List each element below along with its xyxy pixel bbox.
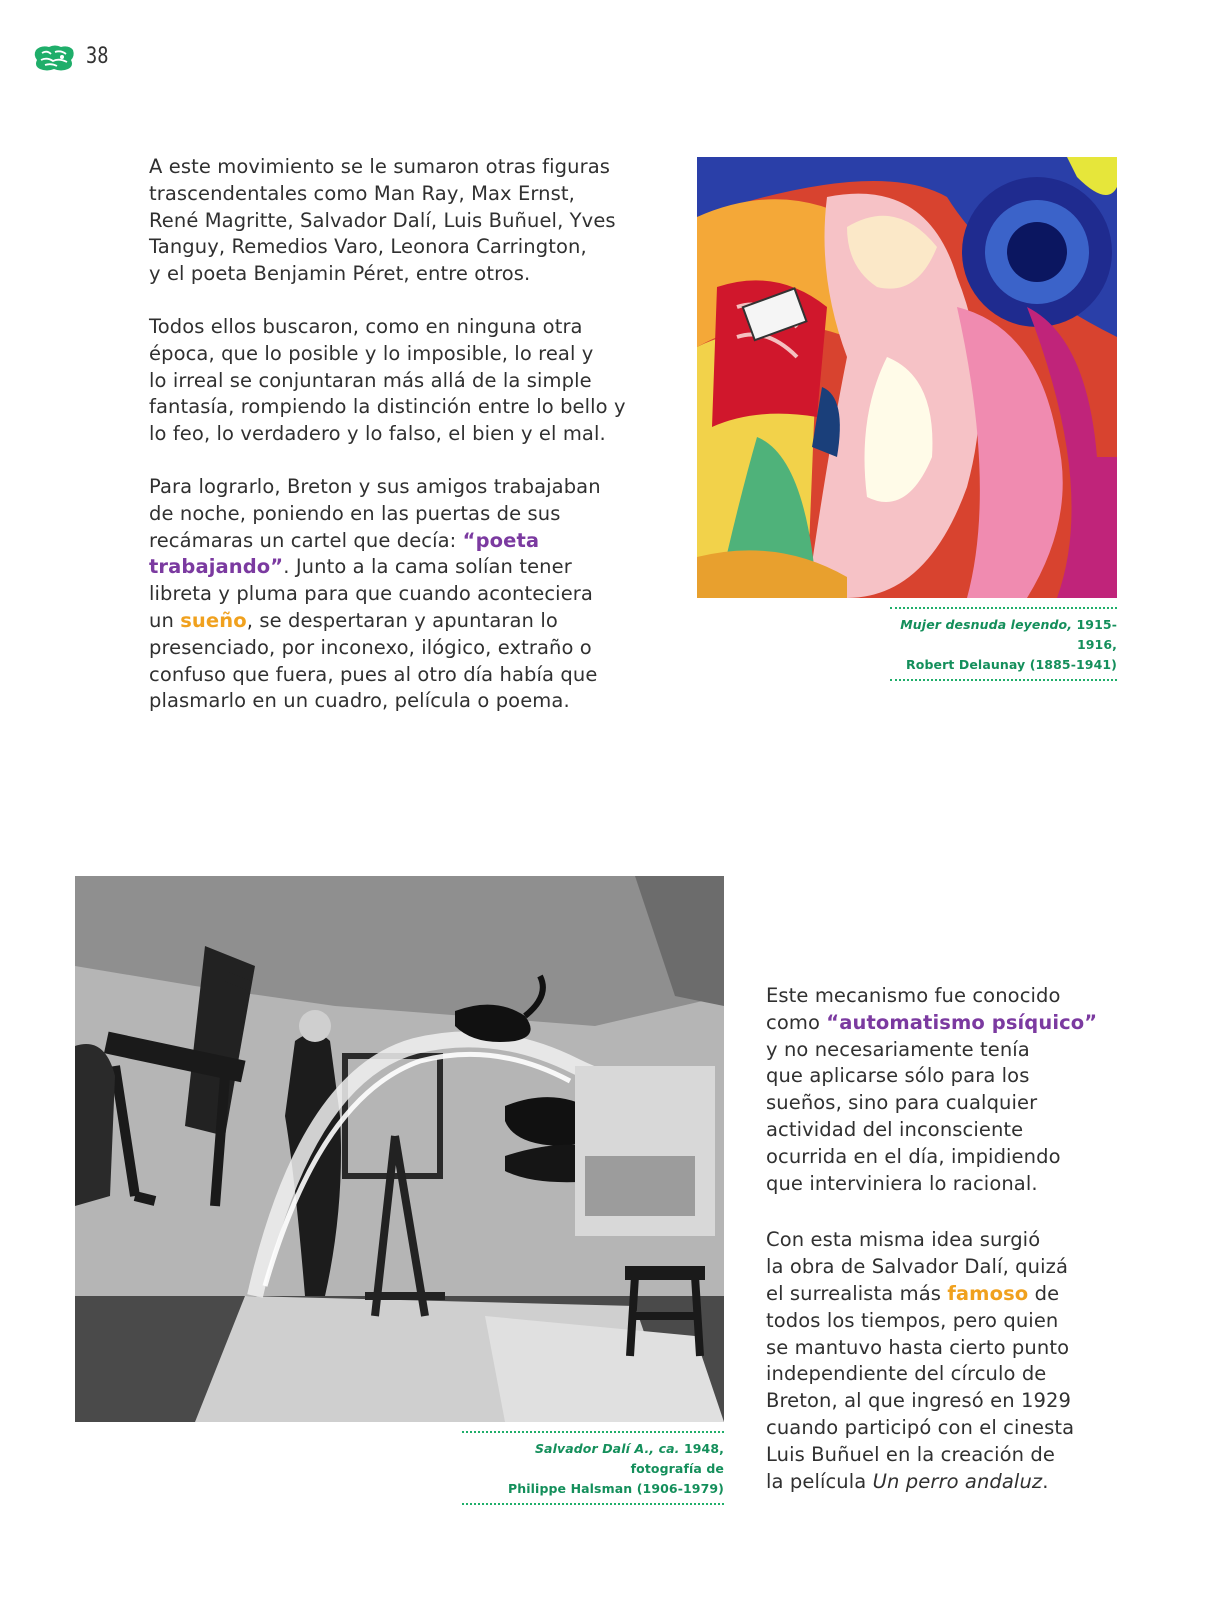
text-line: Breton, al que ingresó en 1929 [766,1389,1072,1413]
text-line: plasmarlo en un cuadro, película o poema. [149,689,570,713]
text-line: el surrealista más famoso de [766,1281,1060,1305]
text-line: como “automatismo psíquico” [766,1010,1098,1034]
painting-image [697,157,1117,598]
text-line: confuso que fuera, pues al otro día había que [149,662,598,686]
highlight-term: poeta [475,528,540,552]
text-line: y no necesariamente tenía [766,1037,1030,1061]
text-line: Todos ellos buscaron, como en ninguna otra [149,314,583,338]
text-line: época, que lo posible y lo imposible, lo real y [149,341,594,365]
text-line: y el poeta Benjamin Péret, entre otros. [149,262,531,286]
bottom-text-column [766,983,1146,1495]
text-line: A este movimiento se le sumaron otras figuras [149,155,611,178]
text-line: Con esta misma idea surgió [766,1228,1041,1252]
text-line: lo feo, lo verdadero y lo falso, el bien y el mal. [149,422,606,446]
caption-line: Mujer desnuda leyendo, 1915-1916, [900,617,1117,652]
text-line: sueños, sino para cualquier [766,1091,1038,1115]
painting-caption [890,607,1117,681]
text-line: cuando participó con el cinesta [766,1415,1075,1439]
text-line: independiente del círculo de [766,1362,1047,1386]
paragraph-5 [766,1227,1146,1495]
paragraph-1 [149,154,669,288]
text-line: Luis Buñuel en la creación de [766,1442,1056,1466]
paragraph-4 [766,983,1146,1197]
text-line: la película Un perro andaluz. [766,1469,1049,1493]
photo-caption [462,1431,724,1505]
text-line: Para lograrlo, Breton y sus amigos trabajaban [149,474,601,498]
text-line: trascendentales como Man Ray, Max Ernst, [149,181,575,205]
paragraph-2 [149,314,669,448]
text-line: recámaras un cartel que decía: “poeta [149,528,540,552]
caption-line: Philippe Halsman (1906-1979) [508,1481,724,1496]
text-line: todos los tiempos, pero quien [766,1308,1059,1332]
text-line: lo irreal se conjuntaran más allá de la simple [149,368,592,392]
paragraph-3 [149,474,669,715]
text-line: fantasía, rompiendo la distinción entre lo bello y [149,395,626,419]
text-line: un sueño, se despertaran y apuntaran lo [149,608,558,632]
highlight-term: famoso [947,1281,1029,1305]
text-line: Este mecanismo fue conocido [766,984,1061,1007]
highlight-term: sueño [180,608,247,632]
green-emblem-icon [33,44,75,72]
film-title: Un perro andaluz [872,1469,1043,1493]
text-line: ocurrida en el día, impidiendo [766,1144,1061,1168]
text-line: presenciado, por inconexo, ilógico, extraño o [149,635,592,659]
caption-line: Robert Delaunay (1885-1941) [906,657,1117,672]
highlight-term: trabajando [149,555,271,579]
text-line: que interviniera lo racional. [766,1171,1038,1195]
text-line: actividad del inconsciente [766,1117,1024,1141]
page-number: 38 [86,44,109,69]
text-line: Tanguy, Remedios Varo, Leonora Carrington, [149,235,587,259]
text-line: René Magritte, Salvador Dalí, Luis Buñuel, Yves [149,208,616,232]
text-line: la obra de Salvador Dalí, quizá [766,1255,1069,1279]
photo-image [75,876,724,1422]
highlight-term: automatismo psíquico [839,1010,1085,1034]
text-line: trabajando”. Junto a la cama solían tener [149,555,572,579]
text-line: que aplicarse sólo para los [766,1064,1030,1088]
text-line: se mantuvo hasta cierto punto [766,1335,1070,1359]
text-line: libreta y pluma para que cuando aconteciera [149,582,593,606]
text-line: de noche, poniendo en las puertas de sus [149,501,561,525]
caption-line: Salvador Dalí A., ca. 1948, fotografía de [534,1441,724,1476]
top-text-column [149,154,669,715]
